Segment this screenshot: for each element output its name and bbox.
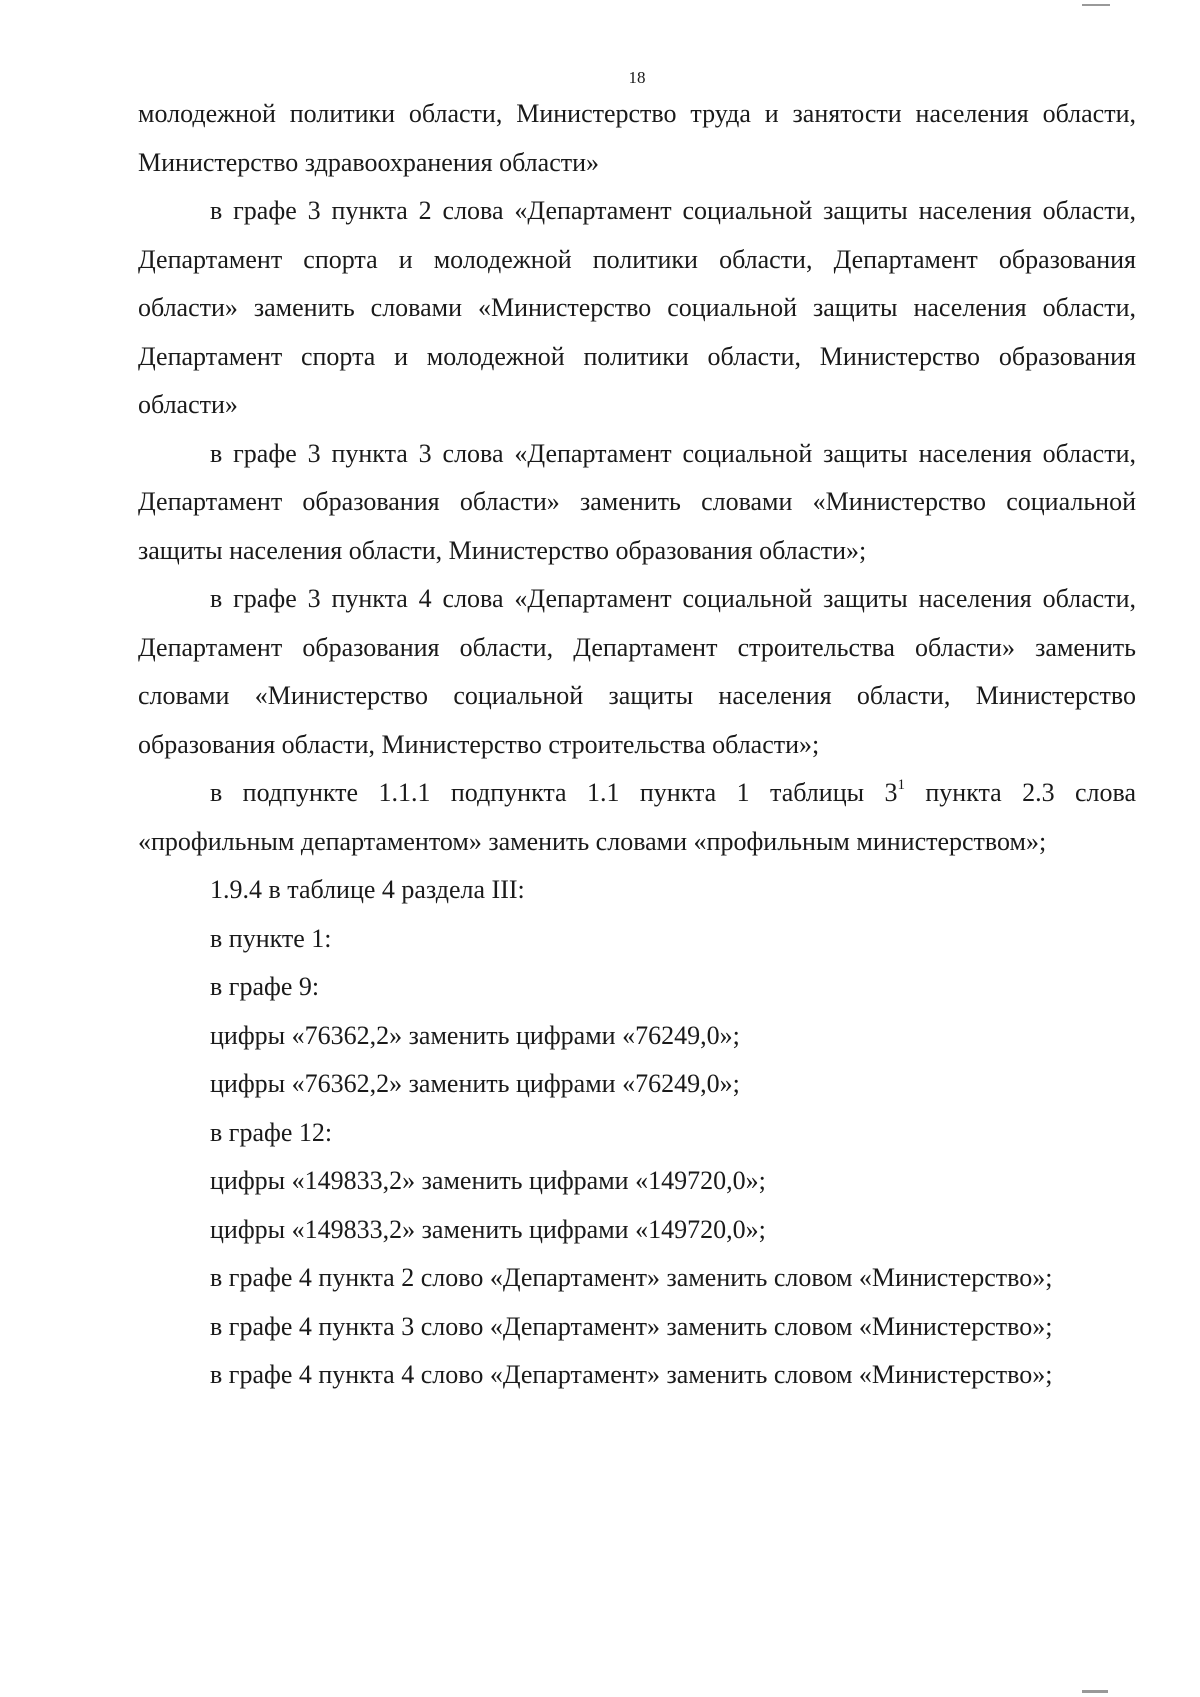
paragraph: молодежной политики области, Министерство труда и занятости населения области, Министерство здравоохранения области» (138, 99, 1136, 177)
paragraph-text-before: в подпункте 1.1.1 подпункта 1.1 пункта 1 таблицы 3 (210, 778, 898, 807)
paragraph: в графе 12: (210, 1117, 333, 1147)
paragraph: в графе 4 пункта 3 слово «Департамент» заменить словом «Министерство»; (210, 1311, 1053, 1341)
paragraph: в графе 4 пункта 2 слово «Департамент» заменить словом «Министерство»; (210, 1263, 1053, 1292)
paragraph: цифры «76362,2» заменить цифрами «76249,0»; (210, 1020, 740, 1050)
scan-speck (1082, 1690, 1108, 1693)
paragraph: в графе 3 пункта 2 слова «Департамент социальной защиты населения области, Департамент спорта и молодежной политики области, Департамент образования области» заменить словами «Министерство социальной защиты населения области, Департамент спорта и молодежной политики области, Министерство образования области» (138, 196, 1136, 419)
paragraph: цифры «149833,2» заменить цифрами «149720,0»; (210, 1214, 766, 1244)
document-body (138, 90, 1136, 1400)
paragraph-text-after: пункта 2.3 слова «профильным департаментом» заменить словами «профильным министерством»; (138, 778, 1136, 856)
paragraph: цифры «149833,2» заменить цифрами «149720,0»; (210, 1166, 766, 1195)
superscript: 1 (897, 777, 905, 793)
paragraph: в пункте 1: (210, 923, 332, 953)
paragraph: в графе 4 пункта 4 слово «Департамент» заменить словом «Министерство»; (210, 1360, 1053, 1389)
page-number: 18 (628, 68, 646, 87)
paragraph: в графе 3 пункта 4 слова «Департамент социальной защиты населения области, Департамент образования области, Департамент строительства области» заменить словами «Министерство социальной защиты населения области, Министерство образования области, Министерство строительства области»; (138, 584, 1136, 759)
paragraph: в графе 3 пункта 3 слова «Департамент социальной защиты населения области, Департамент образования области» заменить словами «Министерство социальной защиты населения области, Министерство образования области»; (138, 438, 1136, 565)
paragraph: цифры «76362,2» заменить цифрами «76249,0»; (210, 1069, 740, 1098)
paragraph-with-superscript (138, 769, 1136, 866)
paragraph: в графе 9: (210, 972, 320, 1001)
paragraph: 1.9.4 в таблице 4 раздела III: (210, 875, 525, 904)
scan-speck (1082, 4, 1110, 6)
